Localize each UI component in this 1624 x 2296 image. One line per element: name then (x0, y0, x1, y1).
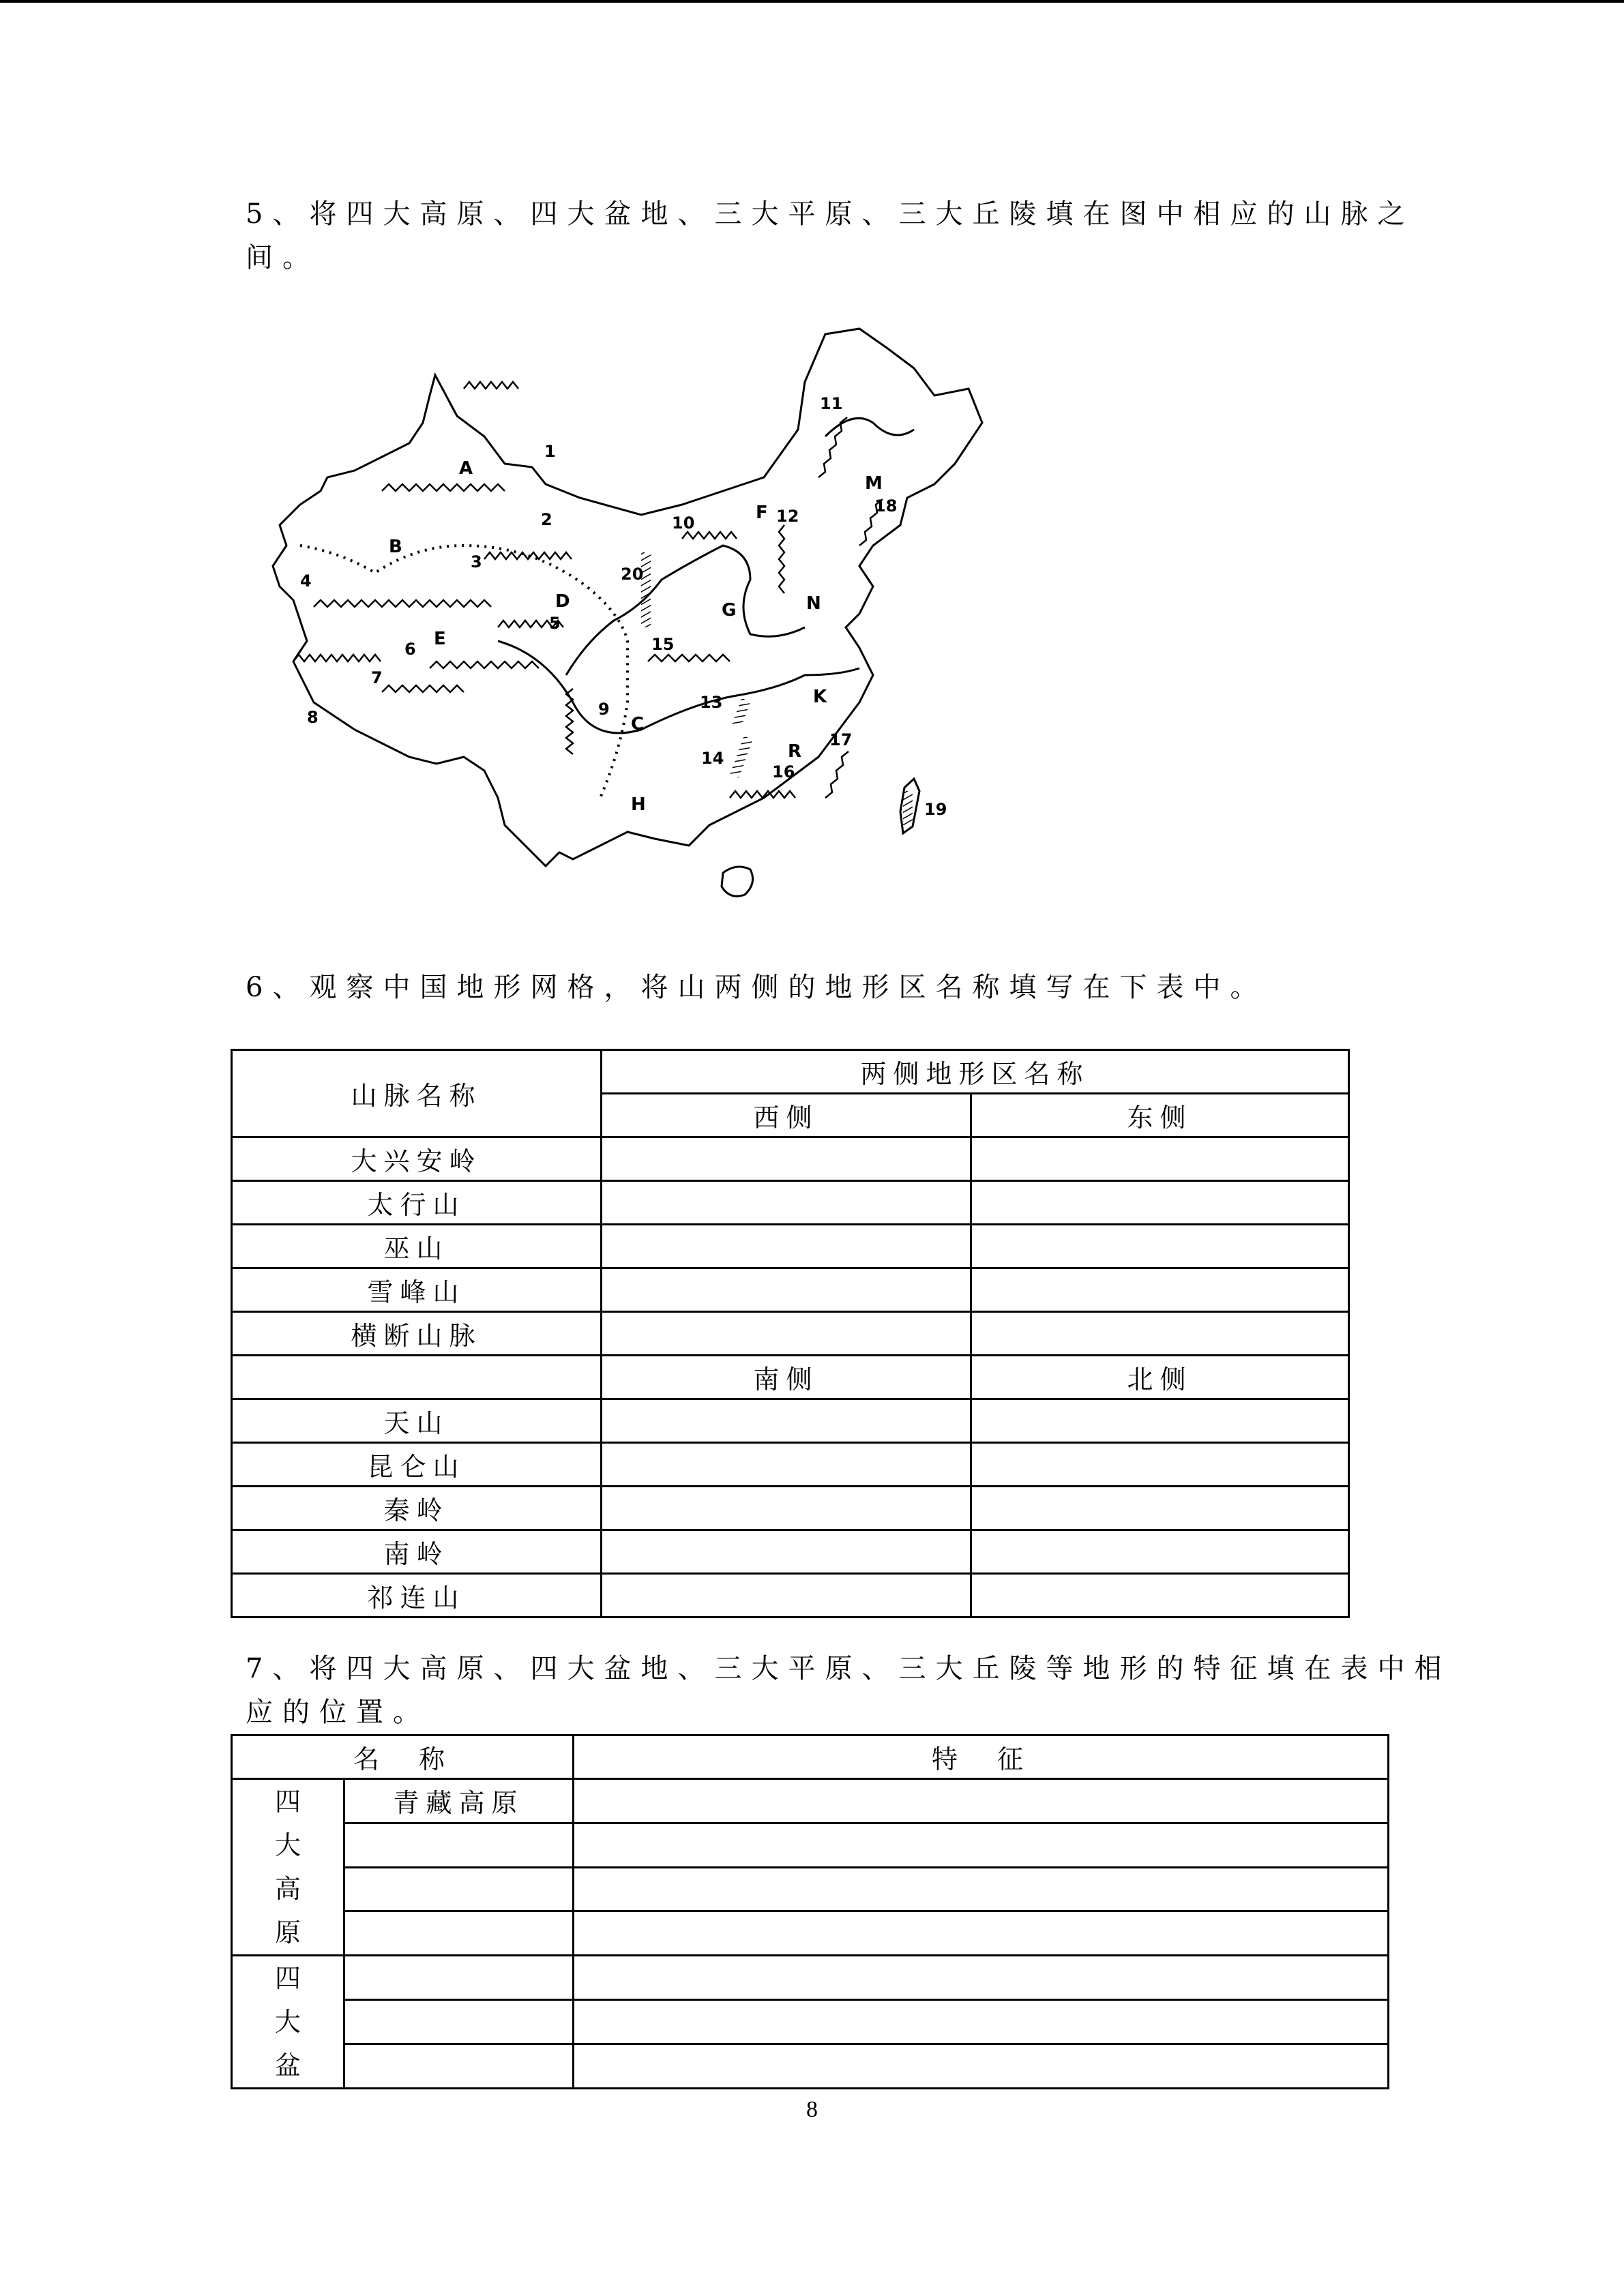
map-number-17: 17 (829, 730, 853, 749)
mountain-name: 天山 (232, 1399, 602, 1443)
feature-cell[interactable] (574, 1867, 1389, 1911)
header-east: 东侧 (971, 1094, 1349, 1137)
header-mountain-name: 山脉名称 (232, 1050, 602, 1137)
question-7-line-1: 7、将四大高原、四大盆地、三大平原、三大丘陵等地形的特征填在表中相 (246, 1653, 1451, 1684)
table-row (232, 1530, 1349, 1574)
mountain-14 (730, 736, 753, 777)
table-row (232, 1443, 1349, 1487)
map-number-20: 20 (621, 565, 644, 584)
feature-cell[interactable] (574, 2044, 1389, 2089)
map-number-19: 19 (924, 800, 947, 819)
map-number-2: 2 (541, 510, 552, 529)
map-label-K: K (813, 687, 827, 707)
header-both-sides: 两侧地形区名称 (602, 1050, 1349, 1094)
answer-cell[interactable] (602, 1181, 971, 1225)
mountain-12 (779, 525, 784, 593)
question-7 (246, 1647, 1451, 1734)
map-label-C: C (631, 714, 645, 734)
answer-cell[interactable] (602, 1399, 971, 1443)
table-row (232, 1823, 1389, 1867)
map-number-11: 11 (820, 394, 843, 413)
map-number-12: 12 (776, 507, 799, 526)
table-row (232, 1399, 1349, 1443)
header-feature: 特 征 (574, 1735, 1389, 1779)
table-row (232, 1574, 1349, 1617)
table-row (232, 1779, 1389, 1823)
map-label-D: D (555, 591, 570, 612)
answer-cell[interactable] (602, 1312, 971, 1356)
answer-cell[interactable] (602, 1225, 971, 1268)
top-border-line (0, 0, 1624, 3)
map-label-M: M (865, 473, 883, 494)
mountain-10 (682, 532, 737, 539)
terrain-name-cell[interactable] (344, 1956, 574, 2000)
table-row (232, 2000, 1389, 2044)
mountain-name: 大兴安岭 (232, 1137, 602, 1181)
header-north: 北侧 (971, 1356, 1349, 1399)
table-row (232, 1867, 1389, 1911)
map-number-5: 5 (549, 614, 561, 633)
terrain-features-table (231, 1734, 1389, 2089)
map-number-8: 8 (307, 708, 319, 727)
mountain-2 (382, 484, 505, 491)
mountain-15 (648, 655, 730, 661)
mountain-name: 昆仑山 (232, 1443, 602, 1487)
table-row (232, 1225, 1349, 1268)
question-7-line-2: 应的位置。 (246, 1697, 430, 1728)
answer-cell[interactable] (971, 1268, 1349, 1312)
blank-cell (232, 1356, 602, 1399)
map-number-9: 9 (598, 700, 610, 719)
terrain-name-cell[interactable] (344, 2044, 574, 2089)
mountain-6 (430, 661, 539, 668)
table-row (232, 1956, 1389, 2000)
mountain-sides-table (231, 1049, 1350, 1618)
page-number: 8 (806, 2097, 818, 2122)
hainan-island (722, 867, 753, 896)
question-5 (246, 192, 1414, 280)
mountain-name: 秦岭 (232, 1487, 602, 1530)
question-6-text: 6、观察中国地形网格，将山两侧的地形区名称填写在下表中。 (246, 972, 1267, 1003)
answer-cell[interactable] (971, 1181, 1349, 1225)
table-row (232, 2044, 1389, 2089)
mountain-name: 太行山 (232, 1181, 602, 1225)
map-label-N: N (806, 593, 821, 614)
mountain-8 (293, 655, 381, 661)
china-terrain-map (259, 320, 1023, 921)
map-number-4: 4 (300, 571, 312, 591)
map-number-10: 10 (672, 513, 695, 533)
china-outline (273, 329, 982, 866)
mountain-4 (314, 600, 491, 607)
map-label-R: R (788, 741, 802, 762)
answer-cell[interactable] (971, 1530, 1349, 1574)
feature-cell[interactable] (574, 1956, 1389, 2000)
map-label-B: B (389, 537, 402, 557)
terrain-name-cell[interactable] (344, 1911, 574, 1956)
group-label-four-basins: 四 大 盆 (232, 1956, 344, 2089)
question-6 (246, 966, 1267, 1009)
map-number-7: 7 (371, 668, 383, 687)
map-number-18: 18 (874, 496, 898, 516)
header-south: 南侧 (602, 1356, 971, 1399)
answer-cell[interactable] (602, 1574, 971, 1617)
map-number-14: 14 (701, 749, 724, 768)
feature-cell[interactable] (574, 1779, 1389, 1823)
table-row (232, 1268, 1349, 1312)
mountain-7 (382, 685, 464, 692)
mountain-20 (641, 552, 651, 627)
table-row (232, 1487, 1349, 1530)
yangtze-river (498, 641, 859, 733)
answer-cell[interactable] (971, 1574, 1349, 1617)
map-number-15: 15 (651, 635, 675, 654)
group-label-four-plateaus: 四 大 高 原 (232, 1779, 344, 1956)
mountain-name: 巫山 (232, 1225, 602, 1268)
table-row (232, 1181, 1349, 1225)
map-number-16: 16 (772, 762, 795, 781)
mountain-name: 横断山脉 (232, 1312, 602, 1356)
answer-cell[interactable] (971, 1225, 1349, 1268)
table-row (232, 1312, 1349, 1356)
answer-cell[interactable] (602, 1268, 971, 1312)
map-label-A: A (459, 458, 473, 479)
terrain-name-cell[interactable] (344, 1823, 574, 1867)
question-5-line-1: 5、将四大高原、四大盆地、三大平原、三大丘陵填在图中相应的山脉之 (246, 198, 1415, 230)
header-name: 名 称 (232, 1735, 574, 1779)
table-row (232, 1911, 1389, 1956)
question-5-line-2: 间。 (246, 242, 319, 273)
map-label-H: H (631, 794, 646, 815)
map-number-13: 13 (700, 693, 723, 712)
answer-cell[interactable] (602, 1487, 971, 1530)
mountain-17 (825, 751, 848, 798)
map-label-E: E (434, 629, 446, 649)
mountain-1 (464, 382, 518, 389)
mountain-19 (903, 791, 913, 825)
answer-cell[interactable] (971, 1487, 1349, 1530)
mountain-name: 祁连山 (232, 1574, 602, 1617)
feature-cell[interactable] (574, 1823, 1389, 1867)
mountain-name: 雪峰山 (232, 1268, 602, 1312)
feature-cell[interactable] (574, 1911, 1389, 1956)
map-label-G: G (722, 600, 737, 621)
feature-cell[interactable] (574, 2000, 1389, 2044)
answer-cell[interactable] (971, 1137, 1349, 1181)
answer-cell[interactable] (602, 1443, 971, 1487)
yellow-river (566, 546, 805, 675)
header-west: 西侧 (602, 1094, 971, 1137)
answer-cell[interactable] (602, 1530, 971, 1574)
terrain-name: 青藏高原 (344, 1779, 574, 1823)
terrain-name-cell[interactable] (344, 2000, 574, 2044)
answer-cell[interactable] (971, 1443, 1349, 1487)
mountain-3 (484, 552, 572, 559)
mountain-16 (730, 791, 795, 798)
mountain-13 (733, 698, 751, 727)
map-number-1: 1 (544, 442, 556, 461)
mountain-ranges (293, 382, 883, 798)
map-number-3: 3 (471, 552, 482, 571)
terrain-step-boundary (300, 546, 628, 798)
mountain-name: 南岭 (232, 1530, 602, 1574)
map-label-F: F (756, 503, 768, 523)
table-row (232, 1137, 1349, 1181)
mountain-11 (818, 417, 847, 477)
answer-cell[interactable] (971, 1312, 1349, 1356)
map-number-6: 6 (404, 640, 416, 659)
terrain-name-cell[interactable] (344, 1867, 574, 1911)
answer-cell[interactable] (602, 1137, 971, 1181)
answer-cell[interactable] (971, 1399, 1349, 1443)
